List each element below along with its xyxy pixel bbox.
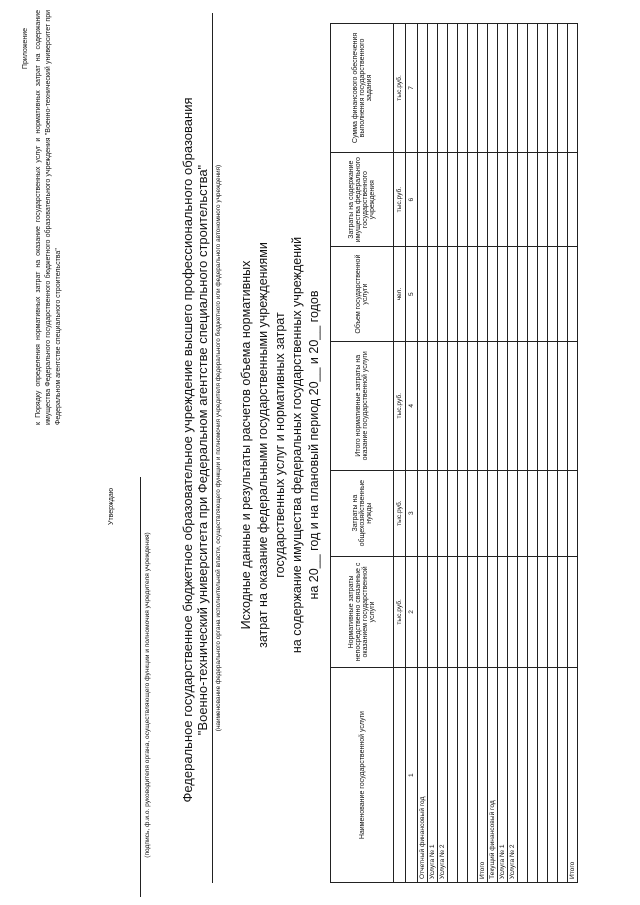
heading-line-5: на 20__ год и на плановый период 20__ и 20__ годов xyxy=(307,290,321,600)
header-overhead-costs: Затраты на общехозяйственные нужды xyxy=(331,470,394,556)
row-label: Текущий финансовый год xyxy=(488,668,498,883)
table-cell xyxy=(548,556,558,668)
table-cell xyxy=(418,247,428,341)
organization-underline xyxy=(212,13,213,883)
table-row xyxy=(428,24,438,883)
table-cell xyxy=(548,247,558,341)
table-cell xyxy=(518,556,528,668)
table-cell xyxy=(518,247,528,341)
appendix-text: к Порядку определения нормативных затрат на оказание государственных услуг и нормативных затрат на содержание имущества Федерального государственного бюджетного образовательного учреждения "Военно-технический университет при Федеральном агентстве специального строительства" xyxy=(35,10,62,425)
table-cell xyxy=(538,152,548,246)
table-cell xyxy=(528,470,538,556)
table-cell xyxy=(498,341,508,470)
table-cell xyxy=(448,341,458,470)
table-cell xyxy=(428,470,438,556)
table-cell xyxy=(508,152,518,246)
table-cell xyxy=(488,556,498,668)
table-cell xyxy=(508,247,518,341)
table-cell xyxy=(488,341,498,470)
table-row xyxy=(418,24,428,883)
table-cell xyxy=(418,152,428,246)
table-row xyxy=(548,24,558,883)
table-cell xyxy=(478,341,488,470)
table-cell xyxy=(498,152,508,246)
row-label xyxy=(528,668,538,883)
table-cell xyxy=(468,556,478,668)
table-row xyxy=(558,24,568,883)
approve-label: Утверждаю xyxy=(108,488,115,525)
table-cell xyxy=(448,24,458,153)
header-service-name: Наименование государственной услуги xyxy=(331,668,394,883)
signature-note: (подпись, ф.и.о. руководителя органа, осуществляющего функции и полномочия учредителя учреждения) xyxy=(144,532,151,858)
cost-table xyxy=(330,23,578,883)
table-cell xyxy=(528,341,538,470)
table-cell xyxy=(558,556,568,668)
table-cell xyxy=(528,24,538,153)
column-number: 5 xyxy=(406,247,418,341)
table-cell xyxy=(478,556,488,668)
header-total-costs: Итого нормативные затраты на оказание государственной услуги xyxy=(331,341,394,470)
column-number: 6 xyxy=(406,152,418,246)
table-cell xyxy=(528,556,538,668)
row-label xyxy=(538,668,548,883)
row-label: Услуга № 1 xyxy=(498,668,508,883)
table-cell xyxy=(558,470,568,556)
table-row xyxy=(478,24,488,883)
table-cell xyxy=(428,152,438,246)
table-cell xyxy=(528,247,538,341)
table-cell xyxy=(488,24,498,153)
table-cell xyxy=(458,247,468,341)
unit-cell: чел. xyxy=(394,247,406,341)
table-row xyxy=(458,24,468,883)
heading-line-3: государственных услуг и нормативных затрат xyxy=(273,312,287,578)
table-numbers-row xyxy=(406,24,418,883)
row-label xyxy=(518,668,528,883)
table-cell xyxy=(418,24,428,153)
table-cell xyxy=(518,341,528,470)
table-cell xyxy=(568,556,578,668)
header-funding-sum: Сумма финансового обеспечения выполнения государственного задания xyxy=(331,24,394,153)
table-cell xyxy=(428,24,438,153)
table-cell xyxy=(538,556,548,668)
table-cell xyxy=(478,152,488,246)
row-label xyxy=(468,668,478,883)
table-row xyxy=(468,24,478,883)
row-label: Услуга № 2 xyxy=(508,668,518,883)
table-cell xyxy=(498,470,508,556)
table-row xyxy=(438,24,448,883)
table-row xyxy=(448,24,458,883)
row-label xyxy=(558,668,568,883)
row-label: Итого xyxy=(478,668,488,883)
column-number: 4 xyxy=(406,341,418,470)
header-property-costs: Затраты на содержание имущества федерального государственного учреждения xyxy=(331,152,394,246)
heading-line-2: затрат на оказание федеральными государственными учреждениями xyxy=(256,242,270,648)
unit-cell: тыс.руб. xyxy=(394,341,406,470)
column-number: 7 xyxy=(406,24,418,153)
unit-cell: тыс.руб. xyxy=(394,470,406,556)
table-cell xyxy=(428,247,438,341)
table-cell xyxy=(438,152,448,246)
signature-line xyxy=(140,477,141,897)
table-cell xyxy=(508,24,518,153)
row-label: Услуга № 1 xyxy=(428,668,438,883)
document-heading xyxy=(238,135,323,755)
table-cell xyxy=(468,470,478,556)
table-cell xyxy=(448,247,458,341)
row-label: Услуга № 2 xyxy=(438,668,448,883)
table-cell xyxy=(548,24,558,153)
appendix-title: Приложение xyxy=(22,28,29,70)
table-cell xyxy=(528,152,538,246)
table-cell xyxy=(508,556,518,668)
table-cell xyxy=(518,470,528,556)
table-row xyxy=(488,24,498,883)
table-cell xyxy=(488,470,498,556)
table-cell xyxy=(448,152,458,246)
table-cell xyxy=(548,470,558,556)
table-cell xyxy=(568,24,578,153)
table-cell xyxy=(518,24,528,153)
column-number: 3 xyxy=(406,470,418,556)
table-cell xyxy=(538,247,548,341)
table-cell xyxy=(488,152,498,246)
heading-line-1: Исходные данные и результаты расчетов объема нормативных xyxy=(239,260,253,630)
unit-cell: тыс.руб. xyxy=(394,152,406,246)
table-cell xyxy=(498,24,508,153)
table-cell xyxy=(508,470,518,556)
table-cell xyxy=(468,247,478,341)
table-cell xyxy=(468,152,478,246)
organization-name xyxy=(180,35,210,865)
table-row xyxy=(518,24,528,883)
organization-name-line2: "Военно-технический университета при Федеральном агентстве специального строительства" xyxy=(195,164,210,736)
table-cell xyxy=(518,152,528,246)
table-cell xyxy=(568,341,578,470)
table-row xyxy=(538,24,548,883)
table-cell xyxy=(478,24,488,153)
table-body xyxy=(418,24,578,883)
table-cell xyxy=(558,341,568,470)
table-units-row xyxy=(394,24,406,883)
unit-cell: тыс.руб. xyxy=(394,24,406,153)
table-cell xyxy=(428,341,438,470)
table-cell xyxy=(478,470,488,556)
table-cell xyxy=(438,341,448,470)
table-cell xyxy=(418,341,428,470)
table-cell xyxy=(448,470,458,556)
table-cell xyxy=(538,470,548,556)
table-cell xyxy=(468,24,478,153)
table-cell xyxy=(458,556,468,668)
unit-cell: тыс.руб. xyxy=(394,556,406,668)
row-label: Отчетный финансовый год xyxy=(418,668,428,883)
organization-note: (наименование федерального органа исполнительной власти, осуществляющего функции и полномочия учредителя федерального бюджетного или федерального автономного учреждения) xyxy=(215,164,222,732)
column-number: 2 xyxy=(406,556,418,668)
table-cell xyxy=(438,470,448,556)
table-row xyxy=(568,24,578,883)
table-cell xyxy=(478,247,488,341)
row-label xyxy=(548,668,558,883)
table-row xyxy=(498,24,508,883)
table-cell xyxy=(468,341,478,470)
table-cell xyxy=(568,152,578,246)
heading-line-4: на содержание имущества федеральных государственных учреждений xyxy=(290,236,304,654)
table-cell xyxy=(488,247,498,341)
row-label: Итого xyxy=(568,668,578,883)
table-cell xyxy=(548,152,558,246)
table-cell xyxy=(418,556,428,668)
table-cell xyxy=(418,470,428,556)
organization-name-line1: Федеральное государственное бюджетное образовательное учреждение высшего профессионального образования xyxy=(180,97,195,803)
table-cell xyxy=(538,24,548,153)
table-cell xyxy=(458,470,468,556)
table-cell xyxy=(538,341,548,470)
row-label xyxy=(448,668,458,883)
header-service-volume: Объем государственной услуги xyxy=(331,247,394,341)
table-cell xyxy=(438,556,448,668)
table-cell xyxy=(458,152,468,246)
table-cell xyxy=(548,341,558,470)
column-number: 1 xyxy=(406,668,418,883)
table-cell xyxy=(428,556,438,668)
table-row xyxy=(508,24,518,883)
table-cell xyxy=(438,24,448,153)
row-label xyxy=(458,668,468,883)
table-cell xyxy=(558,247,568,341)
table-header-row xyxy=(331,24,394,883)
header-direct-costs: Нормативные затраты непосредственно связанные с оказанием государственной услуги xyxy=(331,556,394,668)
table-cell xyxy=(558,152,568,246)
table-cell xyxy=(498,247,508,341)
table-cell xyxy=(508,341,518,470)
table-cell xyxy=(458,24,468,153)
table-cell xyxy=(498,556,508,668)
table-cell xyxy=(458,341,468,470)
table-cell xyxy=(438,247,448,341)
table-cell xyxy=(568,470,578,556)
unit-cell xyxy=(394,668,406,883)
table-cell xyxy=(568,247,578,341)
table-cell xyxy=(558,24,568,153)
table-cell xyxy=(448,556,458,668)
table-row xyxy=(528,24,538,883)
